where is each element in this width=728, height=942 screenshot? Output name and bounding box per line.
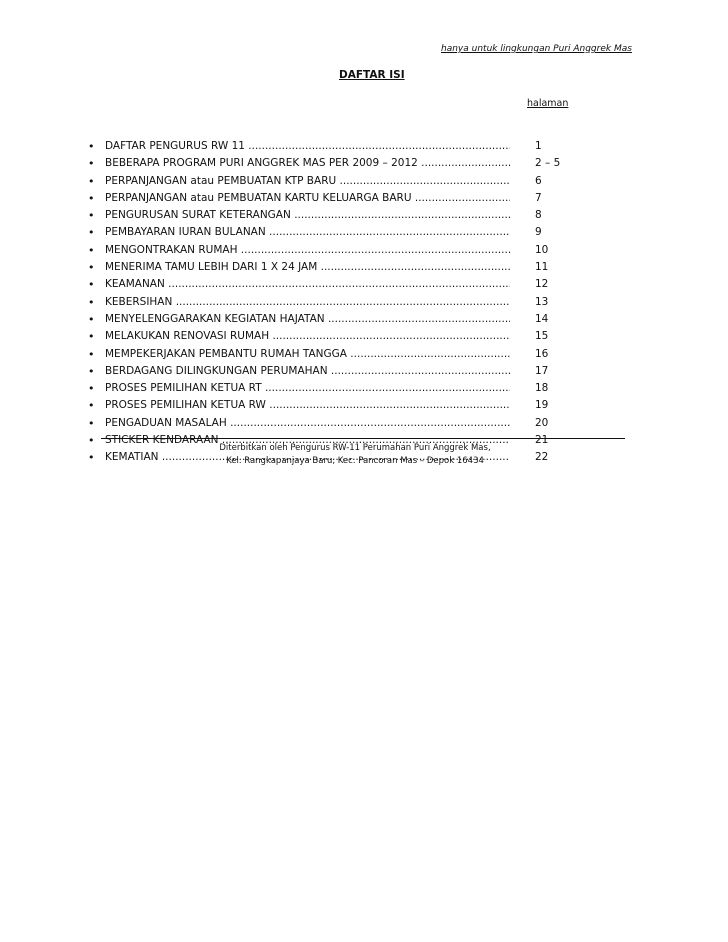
bullet-icon: •: [88, 243, 95, 257]
bullet-icon: •: [88, 174, 95, 188]
toc-row: [88, 415, 608, 432]
page-title: DAFTAR ISI: [339, 69, 405, 81]
toc-row: [88, 311, 608, 328]
toc-entry-page: 11: [535, 261, 549, 274]
toc-entry-label: PERPANJANGAN atau PEMBUATAN KARTU KELUARGA BARU .....: [105, 190, 510, 207]
toc-entry-page: 9: [535, 226, 542, 239]
toc-entry-label: PROSES PEMILIHAN KETUA RW .....: [105, 397, 510, 414]
toc-entry-label: MENERIMA TAMU LEBIH DARI 1 X 24 JAM .....: [105, 259, 510, 276]
toc-row: [88, 190, 608, 207]
toc-entry-page: 10: [535, 243, 549, 256]
header-note: hanya untuk lingkungan Puri Anggrek Mas: [441, 44, 632, 54]
toc-row: [88, 224, 608, 241]
toc-entry-label: MEMPEKERJAKAN PEMBANTU RUMAH TANGGA .....: [105, 346, 510, 363]
toc-entry-label: DAFTAR PENGURUS RW 11 .....: [105, 138, 510, 155]
toc-row: [88, 363, 608, 380]
toc-entry-label: BERDAGANG DILINGKUNGAN PERUMAHAN .....: [105, 363, 510, 380]
toc-entry-label: KEMATIAN .....: [105, 449, 510, 466]
bullet-icon: •: [88, 295, 95, 309]
bullet-icon: •: [88, 451, 95, 465]
toc-entry-page: 14: [535, 312, 549, 325]
toc-row: [88, 155, 608, 172]
publisher-footer: [205, 442, 505, 468]
toc-entry-page: 18: [535, 382, 549, 395]
bullet-icon: •: [88, 347, 95, 361]
footer-line-1: Diterbitkan oleh Pengurus RW-11 Perumahan Puri Anggrek Mas,: [219, 443, 491, 453]
toc-row: [88, 138, 608, 155]
toc-entry-label: PEMBAYARAN IURAN BULANAN .....: [105, 224, 510, 241]
toc-entry-label: MELAKUKAN RENOVASI RUMAH .....: [105, 328, 510, 345]
toc-row: [88, 173, 608, 190]
toc-entry-page: 15: [535, 330, 549, 343]
toc-entry-page: 12: [535, 278, 549, 291]
toc-row: [88, 380, 608, 397]
toc-entry-page: 2 – 5: [535, 157, 561, 170]
bullet-icon: •: [88, 157, 95, 171]
toc-entry-page: 7: [535, 191, 542, 204]
bullet-icon: •: [88, 191, 95, 205]
toc-entry-label: STICKER KENDARAAN .....: [105, 432, 510, 449]
toc-row: [88, 207, 608, 224]
toc-entry-label: BEBERAPA PROGRAM PURI ANGGREK MAS PER 2009 – 2012 .....: [105, 155, 510, 172]
bullet-icon: •: [88, 278, 95, 292]
toc-row: [88, 276, 608, 293]
bullet-icon: •: [88, 140, 95, 153]
toc-entry-label: PENGURUSAN SURAT KETERANGAN .....: [105, 207, 510, 224]
page-column-label: halaman: [527, 98, 569, 109]
toc-entry-label: PERPANJANGAN atau PEMBUATAN KTP BARU .....: [105, 173, 510, 190]
toc-entry-label: KEBERSIHAN .....: [105, 294, 510, 311]
toc-entry-page: 6: [535, 174, 542, 187]
bullet-icon: •: [88, 434, 95, 448]
bullet-icon: •: [88, 209, 95, 223]
toc-row: [88, 328, 608, 345]
toc-entry-page: 21: [535, 434, 549, 447]
bullet-icon: •: [88, 382, 95, 396]
toc-entry-label: PROSES PEMILIHAN KETUA RT .....: [105, 380, 510, 397]
bullet-icon: •: [88, 261, 95, 275]
bullet-icon: •: [88, 416, 95, 430]
footer-divider: [101, 438, 625, 439]
toc-entry-page: 8: [535, 209, 542, 222]
toc-row: [88, 259, 608, 276]
toc-entry-label: KEAMANAN .....: [105, 276, 510, 293]
bullet-icon: •: [88, 399, 95, 413]
bullet-icon: •: [88, 226, 95, 240]
toc-entry-label: MENYELENGGARAKAN KEGIATAN HAJATAN .....: [105, 311, 510, 328]
toc-entry-page: 22: [535, 451, 549, 464]
toc-entry-page: 16: [535, 347, 549, 360]
toc-entry-page: 13: [535, 295, 549, 308]
toc-entry-page: 19: [535, 399, 549, 412]
bullet-icon: •: [88, 312, 95, 326]
toc-entry-page: 17: [535, 364, 549, 377]
toc-entry-label: MENGONTRAKAN RUMAH .....: [105, 242, 510, 259]
bullet-icon: •: [88, 330, 95, 344]
toc-entry-page: 20: [535, 416, 549, 429]
toc-row: [88, 397, 608, 414]
toc-row: [88, 294, 608, 311]
footer-line-2: Kel. Rangkapanjaya Baru, Kec. Pancoran Mas – Depok 16434: [226, 456, 484, 466]
table-of-contents: [88, 138, 608, 467]
toc-row: [88, 346, 608, 363]
toc-row: [88, 242, 608, 259]
toc-entry-label: PENGADUAN MASALAH .....: [105, 415, 510, 432]
toc-entry-page: 1: [535, 140, 542, 152]
bullet-icon: •: [88, 364, 95, 378]
